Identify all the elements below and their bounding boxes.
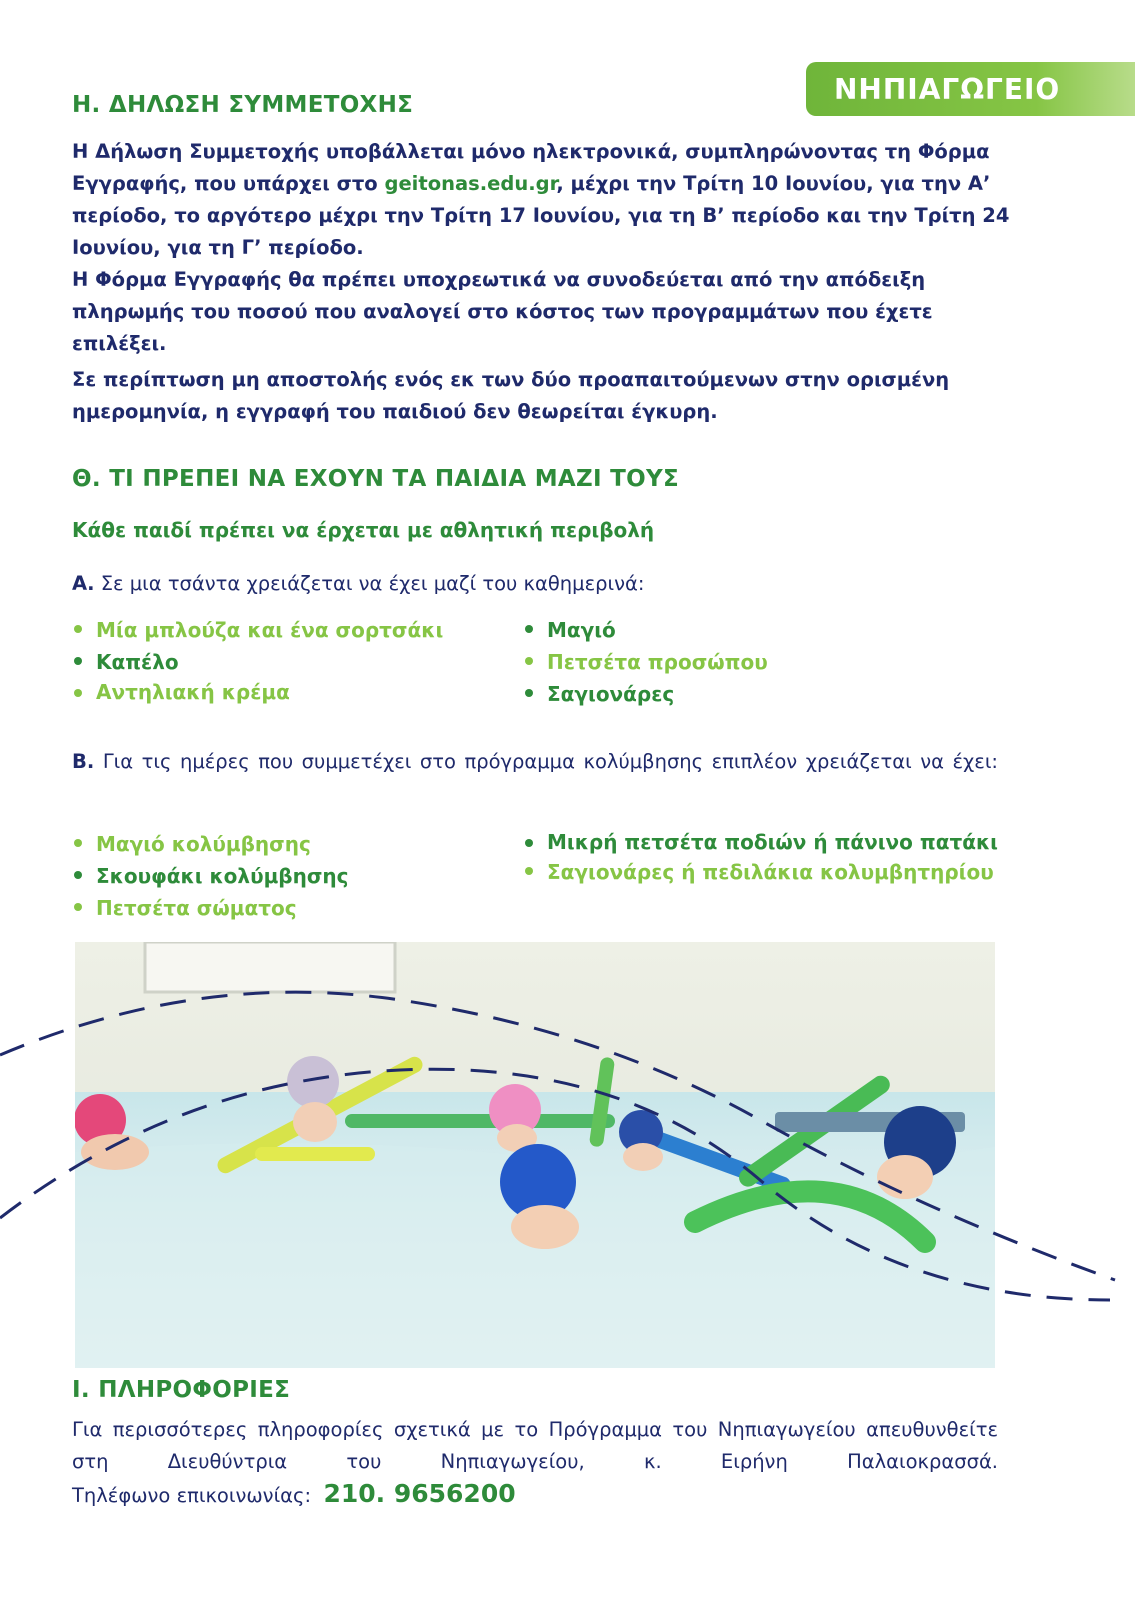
pool-illustration [75, 942, 995, 1368]
list-a-left [72, 614, 443, 706]
list-b-right [523, 828, 998, 888]
list-a-right [523, 614, 768, 710]
mandatory-word: υποχρεωτικά [402, 268, 547, 291]
list-b-left [72, 828, 349, 924]
text: Η Φόρμα Εγγραφής θα πρέπει [72, 268, 403, 291]
text: Για τις ημέρες που συμμετέχει στο πρόγραμμα κολύμβησης επιπλέον χρειάζεται να έχει: [94, 750, 998, 773]
swimming-pool-photo [75, 942, 995, 1368]
list-item: Μικρή πετσέτα ποδιών ή πάνινο πατάκι [523, 828, 998, 856]
list-b-intro [72, 746, 998, 810]
section-h-paragraph-2 [72, 264, 1027, 360]
list-b-label: Β. [72, 750, 95, 773]
list-item: Μαγιό [523, 614, 768, 646]
section-th-title: Θ. ΤΙ ΠΡΕΠΕΙ ΝΑ ΕΧΟΥΝ ΤΑ ΠΑΙΔΙΑ ΜΑΖΙ ΤΟΥΣ [72, 466, 679, 492]
list-item: Σαγιονάρες [523, 678, 768, 710]
section-i-text: Για περισσότερες πληροφορίες σχετικά με το Πρόγραμμα του Νηπιαγωγείου απευθυνθείτε στη Διευθύντρια του Νηπιαγωγείου, κ. Ειρήνη Παλαιοκρασσά. [72, 1418, 998, 1473]
section-h-paragraph-3: Σε περίπτωση μη αποστολής ενός εκ των δύο προαπαιτούμενων στην ορισμένη ημερομηνία, η εγγραφή του παιδιού δεν θεωρείται έγκυρη. [72, 368, 950, 423]
deadline-date-1: Τρίτη 10 Ιουνίου [683, 172, 867, 195]
list-item: Σκουφάκι κολύμβησης [72, 860, 349, 892]
text: Σε μια τσάντα χρειάζεται να έχει μαζί του καθημερινά: [94, 572, 645, 595]
section-i-title: Ι. ΠΛΗΡΟΦΟΡΙΕΣ [72, 1377, 291, 1403]
section-h-paragraph-1 [72, 136, 1027, 264]
deadline-date-3: Τρίτη 24 Ιουνίου [72, 204, 1010, 259]
website-link[interactable]: geitonas.edu.gr [384, 172, 557, 195]
phone-label: Τηλέφωνο επικοινωνίας: [72, 1484, 312, 1507]
text: Η Δήλωση Συμμετοχής υποβάλλεται μόνο ηλεκτρονικά, συμπληρώνοντας τη Φόρμα Εγγραφής, που υπάρχει στο [72, 140, 990, 195]
list-a-label: Α. [72, 572, 95, 595]
list-item: Αντηλιακή κρέμα [72, 678, 443, 706]
text: , για την Α’ περίοδο, το αργότερο μέχρι την [72, 172, 991, 227]
text: , για τη Β’ περίοδο και την [614, 204, 915, 227]
list-a-intro [72, 568, 1027, 600]
section-badge: ΝΗΠΙΑΓΩΓΕΙΟ [806, 62, 1135, 116]
list-item: Μία μπλούζα και ένα σορτσάκι [72, 614, 443, 646]
list-item: Πετσέτα προσώπου [523, 646, 768, 678]
contact-line [72, 1478, 1027, 1512]
phone-number[interactable]: 210. 9656200 [323, 1479, 516, 1508]
list-item: Σαγιονάρες ή πεδιλάκια κολυμβητηρίου [523, 856, 998, 888]
text: να συνοδεύεται από την απόδειξη πληρωμής του ποσού που αναλογεί στο κόστος των προγραμμάτων που έχετε επιλέξει. [72, 268, 933, 355]
list-item: Καπέλο [72, 646, 443, 678]
list-item: Μαγιό κολύμβησης [72, 828, 349, 860]
section-th-subtitle: Κάθε παιδί πρέπει να έρχεται με αθλητική περιβολή [72, 518, 655, 542]
text: , μέχρι την [556, 172, 684, 195]
section-h-title: Η. ΔΗΛΩΣΗ ΣΥΜΜΕΤΟΧΗΣ [72, 92, 414, 118]
list-item: Πετσέτα σώματος [72, 892, 349, 924]
text: , για τη Γ’ περίοδο. [153, 236, 364, 259]
deadline-date-2: Τρίτη 17 Ιουνίου [430, 204, 615, 227]
